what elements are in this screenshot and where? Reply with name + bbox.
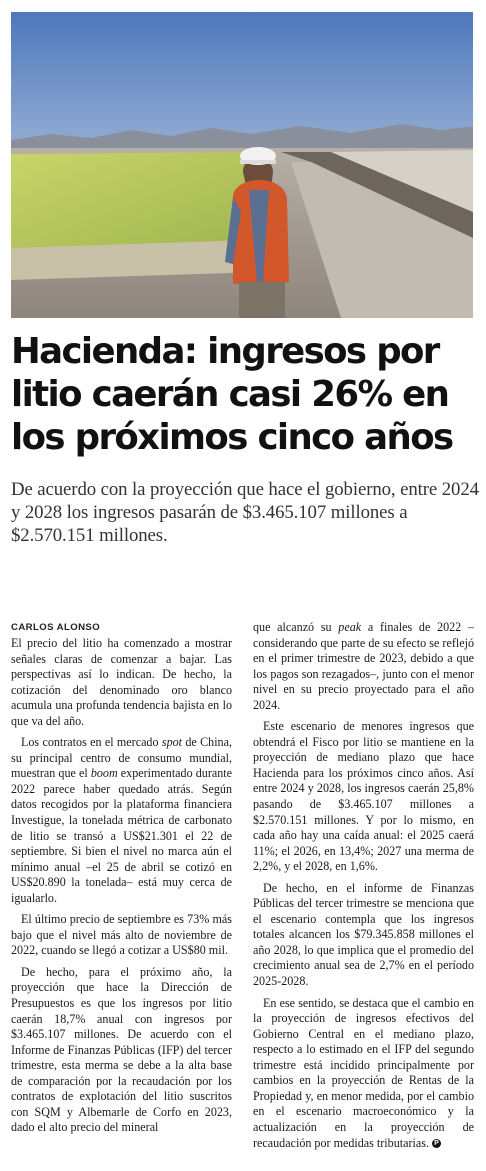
- paragraph: El precio del litio ha comenzado a mostrar señales claras de comenzar a bajar. Las perspectivas así lo indican. De hecho, la cotización del denominado oro blanco acumula una profunda tendencia bajista en lo que va del año.: [11, 636, 232, 728]
- paragraph: El último precio de septiembre es 73% más bajo que el nivel más alto de noviembre de 2022, cuando se llegó a cotizar a US$80 mil.: [11, 912, 232, 958]
- deck-summary: De acuerdo con la proyección que hace el gobierno, entre 2024 y 2028 los ingresos pasarán de $3.465.107 millones a $2.570.151 millones.: [11, 479, 479, 546]
- paragraph: En ese sentido, se destaca que el cambio en la proyección de ingresos efectivos del Gobierno Central en el mediano plazo, respecto a lo estimado en el IFP del segundo trimestre está incidido principalmente por cambios en la proyección de Rentas de la Propiedad y, en menor medida, por el cambio en el escenario macroeconómico y la actualización en la proyección de recaudación por medidas tributarias. P: [253, 995, 474, 1150]
- article-column-left: [11, 620, 232, 1142]
- paragraph: De hecho, para el próximo año, la proyección que hace la Dirección de Presupuestos es que los ingresos por litio caerán 18,7% anual con ingresos por $3.465.107 millones. De acuerdo con el Informe de Finanzas Públicas (IFP) del tercer trimestre, esta merma se debe a la alta base de comparación por la recaudación por los contratos de explotación del litio suscritos con SQM y Albemarle de Corfo en 2023, dado el alto precio del mineral: [11, 964, 232, 1135]
- lithium-salt-flat-photo-icon: [11, 12, 473, 318]
- paragraph: Los contratos en el mercado spot de China, su principal centro de consumo mundial, muestran que el boom experimentado durante 2022 parece haber quedado atrás. Según datos recogidos por la plataforma financiera Investigue, la tonelada métrica de carbonato de litio se transó a US$21.301 el 22 de septiembre. Si bien el nivel no marca aún el mínimo anual –el 25 de abril se cotizó en US$20.890 la tonelada– está muy cerca de igualarlo.: [11, 735, 233, 905]
- paragraph: Este escenario de menores ingresos que obtendrá el Fisco por litio se mantiene en la proyección de mediano plazo que hace Hacienda para los próximos cinco años. Así entre 2024 y 2028, los ingresos caerán 25,8% pasando de $3.465.107 millones a $2.570.151 millones. Y por lo mismo, en cada año hay una caída anual: el 2025 caerá 11%; el 2026, en 13,4%; 2027 una merma de 2,2%, y el 2028, en 1,6%.: [253, 719, 474, 874]
- paragraph: De hecho, en el informe de Finanzas Públicas del tercer trimestre se menciona que el escenario contempla que los ingresos totales alcancen los $79.345.858 millones el año 2028, lo que implica que el promedio del crecimiento anual sea de 2,7% en el período 2025-2028.: [253, 880, 474, 989]
- paragraph: que alcanzó su peak a finales de 2022 –considerando que parte de su efecto se reflejó en el primer trimestre de 2023, debido a que los pagos son rezagados–, junto con el menor nivel en su precio proyectado para el año 2024.: [253, 620, 474, 712]
- byline: CARLOS ALONSO: [11, 622, 101, 633]
- article-column-right: [253, 620, 474, 1157]
- headline: Hacienda: ingresos por litio caerán casi 26% en los próximos cinco años: [11, 331, 453, 458]
- end-mark-icon: P: [432, 1139, 441, 1148]
- article-photo: [11, 12, 473, 318]
